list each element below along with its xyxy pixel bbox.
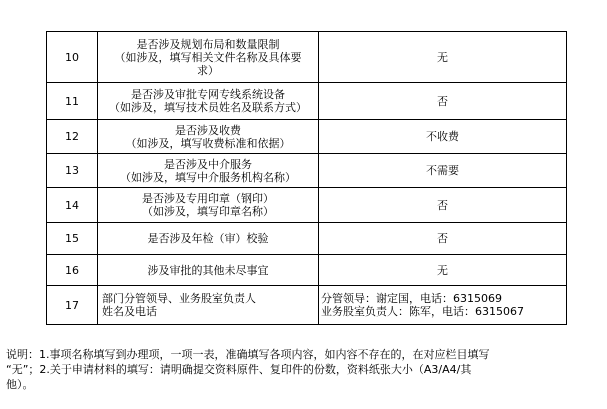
item-text: （如涉及，填写技术员姓名及联系方式） xyxy=(109,101,307,114)
item-text: 是否涉及中介服务 xyxy=(164,157,252,171)
row-number: 11 xyxy=(47,83,98,120)
value-cell xyxy=(319,32,567,83)
item-text: （如涉及，填写收费标准和依据） xyxy=(125,136,291,150)
item-text: 是否涉及年检（审）校验 xyxy=(147,232,269,245)
table-row xyxy=(47,154,567,188)
table-row xyxy=(47,32,567,83)
item-cell xyxy=(98,32,319,83)
value-cell xyxy=(319,255,567,286)
item-cell xyxy=(98,154,319,188)
item-cell xyxy=(98,255,319,286)
explanation-note xyxy=(6,347,601,392)
item-text: 是否涉及收费 xyxy=(175,123,241,137)
note-line: 说明：1.事项名称填写到办理项，一项一表，准确填写各项内容，如内容不存在的，在对应栏目填写 xyxy=(6,348,490,361)
value-text: 无 xyxy=(437,263,448,277)
table-row xyxy=(47,120,567,154)
item-text: 是否涉及专用印章（钢印） xyxy=(142,192,274,205)
item-cell xyxy=(98,188,319,223)
contact-leader: 分管领导：谢定国，电话：6315069 xyxy=(321,292,502,305)
row-number: 16 xyxy=(47,255,98,286)
row-number: 13 xyxy=(47,154,98,188)
value-text: 否 xyxy=(437,198,448,212)
note-line: “无”；2.关于申请材料的填写：请明确提交资料原件、复印件的份数，资料纸张大小（A3/A4/其 xyxy=(6,363,472,376)
item-text: （如涉及，填写印章名称） xyxy=(142,205,274,218)
row-number: 15 xyxy=(47,223,98,255)
item-cell xyxy=(98,223,319,255)
row-number: 10 xyxy=(47,32,98,83)
item-text: 部门分管领导、业务股室负责人 xyxy=(102,292,256,305)
table-row xyxy=(47,286,567,325)
item-text: 是否涉及规划布局和数量限制 xyxy=(136,37,280,51)
table-row xyxy=(47,223,567,255)
contact-head: 业务股室负责人：陈军，电话：6315067 xyxy=(321,305,524,318)
value-cell xyxy=(319,223,567,255)
table-row xyxy=(47,188,567,223)
table-row xyxy=(47,83,567,120)
value-cell xyxy=(319,120,567,154)
value-text: 不收费 xyxy=(426,130,459,143)
item-text: 求） xyxy=(197,63,219,77)
value-text: 无 xyxy=(437,50,448,64)
note-line: 他）。 xyxy=(6,378,34,391)
table-row xyxy=(47,255,567,286)
item-text: （如涉及，填写相关文件名称及具体要 xyxy=(114,50,302,64)
contacts-cell xyxy=(319,286,567,325)
item-cell xyxy=(98,286,319,325)
value-text: 否 xyxy=(437,232,448,245)
row-number: 17 xyxy=(47,286,98,325)
value-cell xyxy=(319,154,567,188)
row-number: 14 xyxy=(47,188,98,223)
value-cell xyxy=(319,188,567,223)
item-text: 是否涉及审批专网专线系统设备 xyxy=(131,88,285,101)
item-text: 姓名及电话 xyxy=(102,305,157,318)
value-text: 不需要 xyxy=(426,164,459,177)
item-text: （如涉及，填写中介服务机构名称） xyxy=(120,170,296,184)
value-cell xyxy=(319,83,567,120)
info-table xyxy=(46,31,567,325)
item-cell xyxy=(98,120,319,154)
row-number: 12 xyxy=(47,120,98,154)
value-text: 否 xyxy=(437,94,448,108)
item-text: 涉及审批的其他未尽事宜 xyxy=(147,263,269,277)
item-cell xyxy=(98,83,319,120)
